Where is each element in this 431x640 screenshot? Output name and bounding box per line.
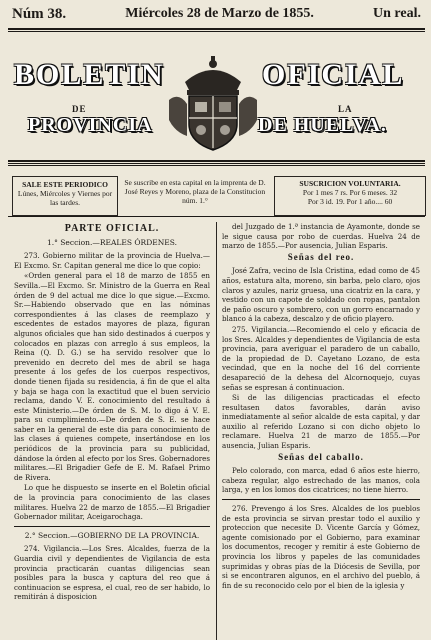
issue-date: Miércoles 28 de Marzo de 1855. [125, 6, 314, 21]
title-oficial: OFICIAL [262, 58, 405, 91]
title-de-huelva: DE HUELVA. [258, 114, 387, 136]
subscription-rate-row: Por 1 mes 7 rs. Por 6 meses. 32 [302, 188, 398, 197]
article-274: 274. Vigilancia.—Los Sres. Alcaldes, fuerza de la Guardia civil y dependientes de Vigilancia de esta provincia practicarán cuantas diligencias sean posibles para la busca y captura del reo que á continuacion se espresa, el cual, reo de ser habido, lo remitirán á disposicion [14, 544, 210, 602]
article-276: 276. Prevengo á los Sres. Alcaldes de los pueblos de esta provincia se sirvan prestar todo el auxilio y proteccion que necesite D. Vicente García y Gómez, agente comisionado por el Gobierno, para examinar los documentos, recoger y remitir á este Gobierno de provincia los libros y papeles de las comunidades suprimidas y obras pías de la Diócesis de Sevilla, por si se encontraren algunos, en el archivo del pueblo, á fin de su reconocido celo por el bien de la iglesia y [222, 504, 420, 590]
voluntary-subscription-title: SUSCRICION VOLUNTARIA. [299, 179, 401, 188]
publication-days-box [12, 176, 118, 216]
top-rule [8, 28, 425, 30]
article-273-order: «Orden general para el 18 de marzo de 1855 en Sevilla.—El Excmo. Sr. Ministro de la Guerra en Real órden de 9 del actual me dice lo que sigue.—Excmo. Sr.—Habiendo observado que en las nóminas correspondientes á las clases de reemplazo y escedentes de estados mayores de plaza, figuran algunos oficiales que han sido destinados á cuerpos y colocados en plazas con arreglo á sus empleos, la Reina (Q. D. G.) se ha servido resolver que lo prevenido en decreto del mes de abril se haga presente á los gefes de los cuerpos respectivos, donde tienen fijada su residencia, á fin de que el alta y baja se haga con la exactitud que el buen servicio reclama, dando V. E. conocimiento del resultado á este Ministerio.—De órden de S. M. lo digo á V. E. para su cumplimiento.—De órden de S. E. se hace saber en la general de este dia para conocimiento de las clases á quienes compete, insertándose en los periódicos de la provincia para su publicidad, dándose la órden al efecto por los Sres. Gobernadores militares.—El Brigadier Gefe de E. M. Rafael Primo de Rivera. [14, 271, 210, 482]
title-provincia: PROVINCIA [28, 114, 153, 136]
publication-days-text: Lúnes, Miércoles y Viernes por las tardes. [17, 189, 113, 207]
voluntary-subscription-box [274, 176, 426, 216]
section-gobierno-provincia: 2.° Seccion.—GOBIERNO DE LA PROVINCIA. [24, 530, 200, 540]
article-275-instructions: Si de las diligencias practicadas el efecto resultasen datos favorables, darán aviso inmediatamente al señor alcalde de esta capital, y dar auxilio al referido Lozano si con dicho objeto lo reclamare. Huelva 21 de marzo de 1855.—Por ausencia, Julian Esparis. [222, 393, 420, 451]
masthead-topbar [12, 4, 421, 24]
issue-price: Un real. [373, 6, 421, 21]
suspect-description: José Zafra, vecino de Isla Cristina, edad como de 45 años, estatura alta, moreno, sin barba, pelo claro, ojos claros y azules, nariz gruesa, una cicatriz en la cara, y vestido con un capote de soldado con ropas, pantalon de paño oscuro y sombrero, con un gorro encarnado y blanco á la cabeza, descalzo y de oficio playero. [222, 266, 420, 324]
title-la: LA [338, 104, 353, 114]
masthead-bottom-rule [8, 160, 425, 162]
horse-description: Pelo colorado, con marca, edad 6 años este hierro, cabeza regular, algo estrechado de las manos, cola larga, y en los lomos dos cicatrices; no tiene hierro. [222, 466, 420, 495]
article-rule [222, 499, 420, 500]
subscription-rate-row: Por 3 id. 19. Por 1 año.... 60 [307, 197, 393, 206]
royal-crest-icon [165, 56, 261, 154]
info-bottom-rule [8, 216, 425, 217]
subscription-place-box [120, 178, 270, 216]
top-rule-thin [8, 31, 425, 32]
senas-del-caballo-heading: Señas del caballo. [278, 451, 364, 462]
section-reales-ordenes: 1.° Seccion.—REALES ÓRDENES. [47, 237, 177, 247]
subscription-info-bar [8, 174, 425, 214]
right-column [222, 222, 420, 640]
senas-del-reo-heading: Señas del reo. [287, 251, 355, 262]
publication-days-title: SALE ESTE PERIODICO [22, 180, 108, 189]
left-column [14, 222, 210, 640]
article-273-closing: Lo que he dispuesto se inserte en el Boletin oficial de la provincia para conocimiento de las clases militares. Huelva 22 de marzo de 1855.—El Brigadier Gobernador militar, Aceigarochaga. [14, 483, 210, 522]
section-rule [14, 526, 210, 527]
article-273-intro: 273. Gobierno militar de la provincia de Huelva.—El Excmo. Sr. Capitan general me dice lo que copio: [14, 251, 210, 270]
column-divider [216, 222, 217, 640]
subscription-place-text: Se suscribe en esta capital en la imprenta de D. José Reyes y Moreno, plaza de la Constitucion núm. 1.° [124, 178, 266, 205]
issue-number: Núm 38. [12, 5, 67, 22]
title-boletin: BOLETIN [14, 58, 165, 91]
article-274-continued: del Juzgado de 1.ª instancia de Ayamonte, donde se le sigue causa por robo de cuerdas. Huelva 24 de marzo de 1855.—Por ausencia, Julian Esparis. [222, 222, 420, 251]
article-275: 275. Vigilancia.—Recomiendo el celo y eficacia de los Sres. Alcaldes y dependientes de Vigilancia de esta provincia, para averiguar el paradero de un caballo, de la propiedad de D. Cayetano Lozano, de esta vecindad, que en la noche del 16 del corriente desapareció de la dehesa del Alcornoquejo, cuyas señas se espresan á continuacion. [222, 324, 420, 392]
masthead-double-rule [8, 163, 425, 166]
title-de: DE [72, 104, 87, 114]
parte-oficial-heading: PARTE OFICIAL. [64, 223, 160, 234]
